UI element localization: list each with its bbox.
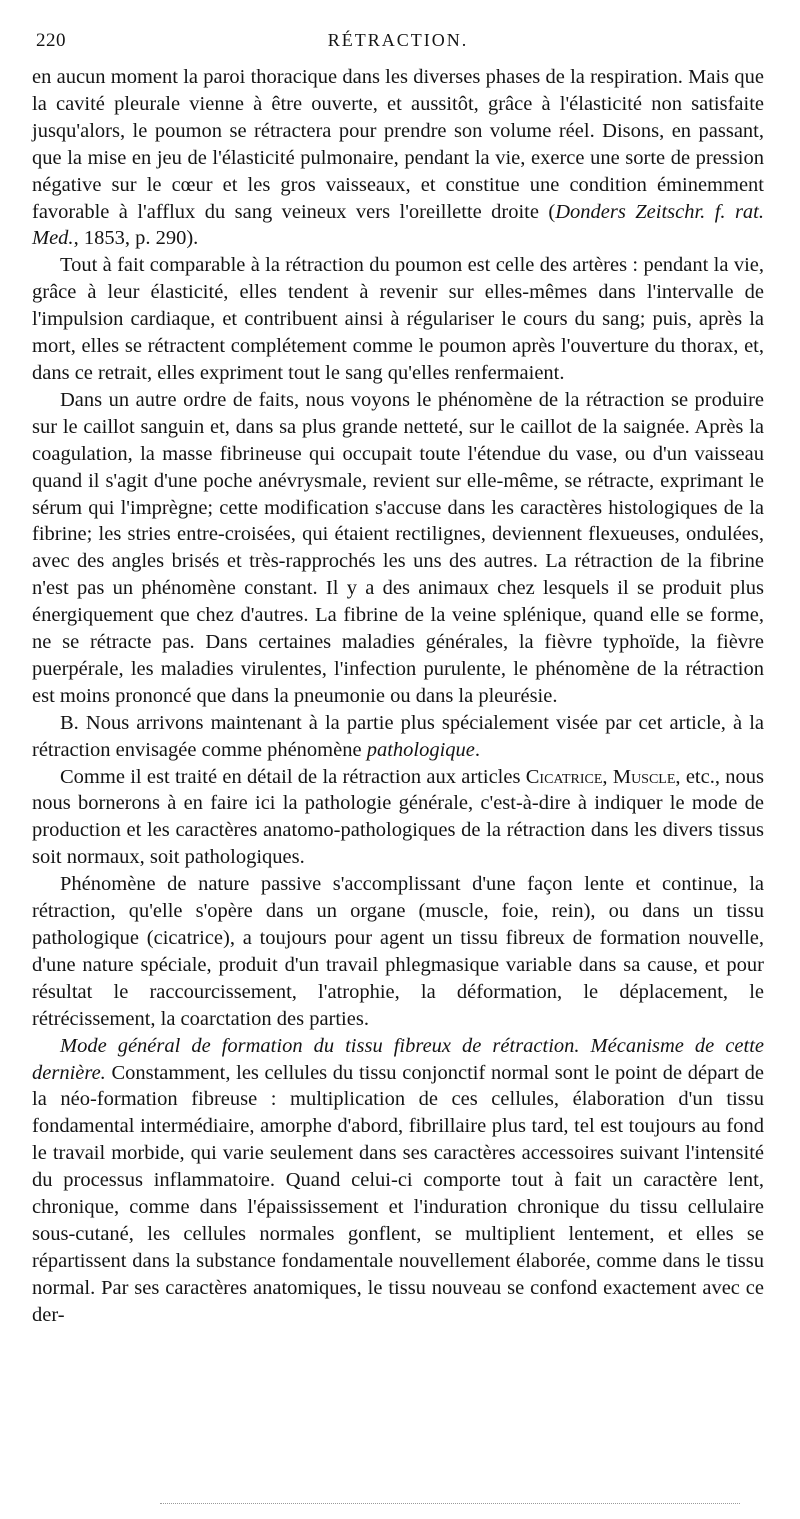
text-segment: Phénomène de nature passive s'accomplissant d'une façon lente et continue, la rétraction, qu'elle s'opère dans un organe (muscle, foie, rein), ou dans un tissu pathologique (cicatrice), a toujours pour agent un tissu fibreux de formation nouvelle, d'une nature spéciale, produit d'un travail phlegmasique variable dans sa cause, et pour résultat le raccourcissement, l'atrophie, la déformation, le déplacement, le rétrécissement, la coarctation des parties. [32, 873, 764, 1030]
italic-text: Mode général de formation du tissu fibreux de rétraction. Mécanisme de cette dernière. [32, 1034, 764, 1084]
paragraph [32, 764, 764, 872]
paragraph [32, 871, 764, 1032]
text-segment: , [602, 765, 613, 788]
text-segment: Dans un autre ordre de faits, nous voyons le phénomène de la rétraction se produire sur le caillot sanguin et, dans sa plus grande netteté, sur le caillot de la saignée. Après la coagulation, la masse fibrineuse qui occupait toute l'étendue du vase, ou d'un vaisseau quand il s'agit d'une poche anévrysmale, revient sur elle-même, se rétracte, exprimant le sérum qui l'imprègne; cette modification s'accuse dans les caractères histologiques de la fibrine; les stries entre-croisées, qui étaient rectilignes, deviennent flexueuses, ondulées, avec des angles brisés et très-rapprochés les uns des autres. La rétraction de la fibrine n'est pas un phénomène constant. Il y a des animaux chez lesquels il se produit plus énergiquement que chez d'autres. La fibrine de la veine splénique, quand elle se forme, ne se rétracte pas. Dans certaines maladies générales, la fièvre typhoïde, la fièvre puerpérale, les maladies virulentes, l'infection purulente, le phénomène de la rétraction est moins prononcé que dans la pneumonie ou dans la pleurésie. [32, 388, 764, 707]
page-number: 220 [36, 30, 66, 51]
text-segment: , 1853, p. 290). [73, 227, 199, 250]
paragraph [32, 387, 764, 710]
article-reference: Muscle [612, 765, 676, 788]
text-segment: Constamment, les cellules du tissu conjonctif normal sont le point de départ de la néo-formation fibreuse : multiplication de ces cellules, élaboration d'un tissu fondamental intermédiaire, amorphe d'abord, fibrillaire plus tard, tel est toujours au fond le travail morbide, qui varie seulement dans ses caractères accessoires suivant l'intensité du processus inflammatoire. Quand celui-ci comporte tout à fait un caractère lent, chronique, comme dans l'épaississement et l'induration chronique du tissu cellulaire sous-cutané, les cellules normales gonflent, se multiplient lentement, et elles se répartissent dans la substance fondamentale nouvellement élaborée, comme dans le tissu normal. Par ses caractères anatomiques, le tissu nouveau se confond exactement avec ce der- [32, 1061, 764, 1326]
italic-text: Donders Zeitschr. f. rat. Med. [32, 200, 764, 250]
text-segment: Comme il est traité en détail de la rétraction aux articles [60, 765, 526, 788]
bottom-print-artifact [160, 1503, 740, 1504]
paragraph [32, 64, 764, 252]
text-segment: B. Nous arrivons maintenant à la partie plus spécialement visée par cet article, à la rétraction envisagée comme phénomène [32, 711, 764, 761]
page-header [32, 30, 764, 64]
article-reference: Cicatrice [525, 765, 603, 788]
paragraph [32, 710, 764, 764]
paragraph [32, 1033, 764, 1329]
italic-text: pathologique [366, 738, 475, 761]
body-text [32, 64, 764, 1489]
text-segment: , etc., nous nous bornerons à en faire ici la pathologie générale, c'est-à-dire à indiquer le mode de production et les caractères anatomo-pathologiques de la rétraction dans les divers tissus soit normaux, soit pathologiques. [32, 765, 764, 869]
running-head: RÉTRACTION. [327, 30, 469, 50]
text-segment: . [474, 738, 480, 761]
text-segment: Tout à fait comparable à la rétraction du poumon est celle des artères : pendant la vie, grâce à leur élasticité, elles tendent à revenir sur elles-mêmes dans l'intervalle de l'impulsion cardiaque, et contribuent ainsi à régulariser le cours du sang; puis, après la mort, elles se rétractent complétement comme le poumon après l'ouverture du thorax, et, dans ce retrait, elles expriment tout le sang qu'elles renfermaient. [32, 254, 764, 384]
text-segment: en aucun moment la paroi thoracique dans les diverses phases de la respiration. Mais que la cavité pleurale vienne à être ouverte, et aussitôt, grâce à l'élasticité non satisfaite jusqu'alors, le poumon se rétractera pour prendre son volume réel. Disons, en passant, que la mise en jeu de l'élasticité pulmonaire, pendant la vie, exerce une sorte de pression négative sur le cœur et les gros vaisseaux, et constitue une condition éminemment favorable à l'afflux du sang veineux vers l'oreillette droite ( [32, 66, 764, 223]
paragraph [32, 252, 764, 387]
